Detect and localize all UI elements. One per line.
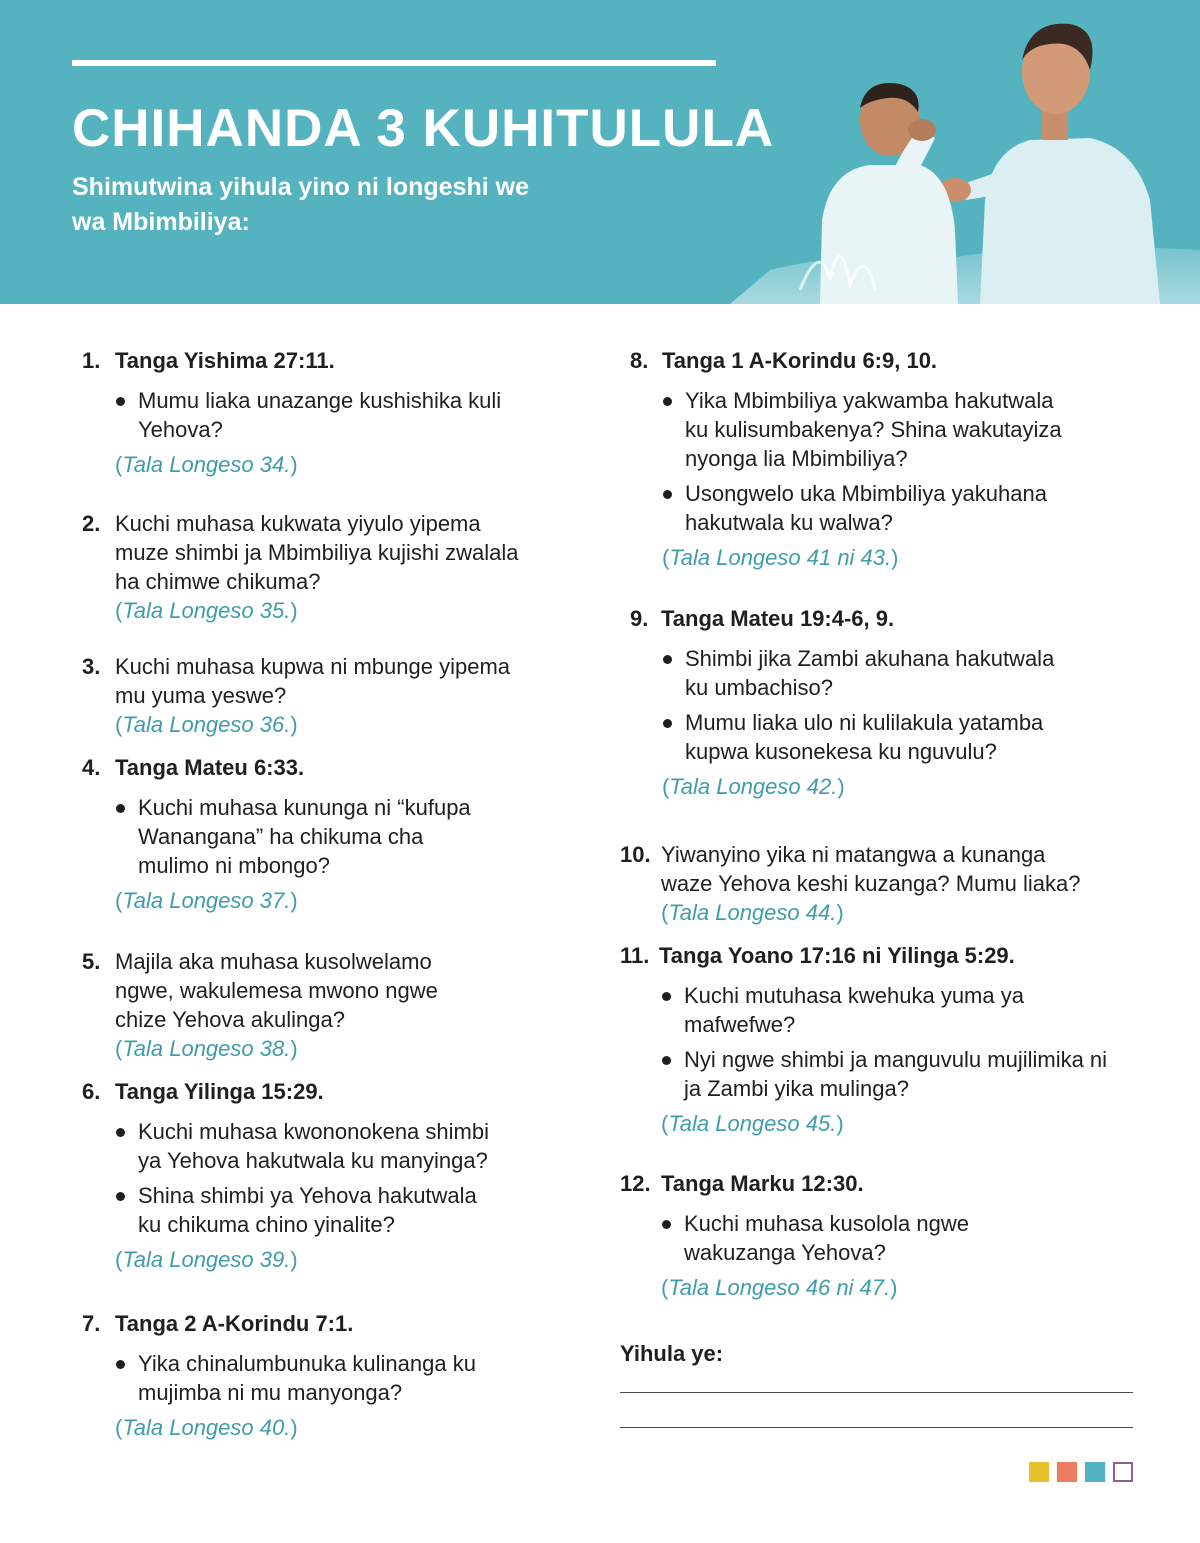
answer-line[interactable] xyxy=(620,1427,1133,1428)
header-rule xyxy=(72,60,716,66)
question-item xyxy=(620,941,1140,1136)
bullet-item: Kuchi muhasa kununga ni “kufupa Wanangana” ha chikuma cha mulimo ni mbongo? xyxy=(115,793,485,880)
answer-line[interactable] xyxy=(620,1392,1133,1393)
question-item xyxy=(620,604,1140,799)
lesson-reference-text: Tala Longeso 44. xyxy=(668,900,837,925)
bullet-list xyxy=(662,386,1082,537)
question-text: Kuchi muhasa kupwa ni mbunge yipema mu yuma yeswe? xyxy=(115,654,511,708)
question-text: Tanga Marku 12:30. xyxy=(661,1171,864,1196)
question-item xyxy=(82,947,522,1061)
lesson-reference: (Tala Longeso 36.) xyxy=(115,712,298,737)
question-text: Majila aka muhasa kusolwelamo ngwe, wakulemesa mwono ngwe chize Yehova akulinga? xyxy=(115,949,438,1032)
bullet-item: Yika chinalumbunuka kulinanga ku mujimba ni mu manyonga? xyxy=(115,1349,485,1407)
bullet-list xyxy=(115,793,485,880)
question-item xyxy=(620,346,1140,570)
lesson-reference-text: Tala Longeso 41 ni 43. xyxy=(669,545,892,570)
lesson-reference-text: Tala Longeso 38. xyxy=(122,1036,291,1061)
yellow-square-icon xyxy=(1029,1462,1049,1482)
question-text: Yiwanyino yika ni matangwa a kunanga waze Yehova keshi kuzanga? Mumu liaka? xyxy=(661,842,1081,896)
question-number: 9. xyxy=(630,606,649,631)
question-text: Tanga Yishima 27:11. xyxy=(115,348,335,373)
lesson-reference: (Tala Longeso 45.) xyxy=(661,1111,844,1136)
bullet-list xyxy=(662,644,1082,766)
question-item xyxy=(82,346,522,477)
answer-label: Yihula ye: xyxy=(620,1341,724,1366)
question-number: 11. xyxy=(620,943,650,968)
question-text: Tanga Yilinga 15:29. xyxy=(115,1079,324,1104)
lesson-reference-text: Tala Longeso 34. xyxy=(122,452,291,477)
question-text: Tanga 2 A-Korindu 7:1. xyxy=(115,1311,354,1336)
lesson-reference: (Tala Longeso 44.) xyxy=(661,900,844,925)
bullet-list xyxy=(115,1349,485,1407)
question-text: Tanga Mateu 6:33. xyxy=(115,755,305,780)
question-number: 8. xyxy=(630,348,649,373)
question-number: 5. xyxy=(82,949,101,974)
questions-left-column xyxy=(82,346,522,1442)
bullet-item: Shina shimbi ya Yehova hakutwala ku chikuma chino yinalite? xyxy=(115,1181,505,1239)
question-number: 7. xyxy=(82,1311,101,1336)
bullet-item: Usongwelo uka Mbimbiliya yakuhana hakutwala ku walwa? xyxy=(662,479,1082,537)
lesson-reference: (Tala Longeso 39.) xyxy=(115,1247,298,1272)
bullet-list xyxy=(115,386,522,444)
question-item xyxy=(82,509,522,623)
question-number: 10. xyxy=(620,842,651,867)
question-text: Tanga Mateu 19:4-6, 9. xyxy=(661,606,895,631)
orange-square-icon xyxy=(1057,1462,1077,1482)
teal-square-icon xyxy=(1085,1462,1105,1482)
lesson-reference: (Tala Longeso 46 ni 47.) xyxy=(661,1275,898,1300)
question-item xyxy=(82,652,522,737)
lesson-reference-text: Tala Longeso 45. xyxy=(668,1111,837,1136)
question-text: Tanga Yoano 17:16 ni Yilinga 5:29. xyxy=(659,943,1015,968)
lesson-reference: (Tala Longeso 34.) xyxy=(115,452,298,477)
lesson-reference: (Tala Longeso 42.) xyxy=(662,774,845,799)
question-number: 1. xyxy=(82,348,101,373)
bullet-item: Shimbi jika Zambi akuhana hakutwala ku umbachiso? xyxy=(662,644,1082,702)
lesson-reference-text: Tala Longeso 42. xyxy=(669,774,838,799)
header-banner xyxy=(0,0,1200,304)
question-number: 3. xyxy=(82,654,101,679)
question-item xyxy=(82,1309,522,1442)
bullet-item: Nyi ngwe shimbi ja manguvulu mujilimika ni ja Zambi yika mulinga? xyxy=(661,1045,1111,1103)
lesson-reference: (Tala Longeso 41 ni 43.) xyxy=(662,545,899,570)
lesson-reference-text: Tala Longeso 40. xyxy=(122,1415,291,1440)
lesson-reference-text: Tala Longeso 37. xyxy=(122,888,291,913)
bullet-item: Kuchi muhasa kusolola ngwe wakuzanga Yehova? xyxy=(661,1209,1061,1267)
question-number: 6. xyxy=(82,1079,101,1104)
bullet-item: Yika Mbimbiliya yakwamba hakutwala ku kulisumbakenya? Shina wakutayiza nyonga lia Mbimbiliya? xyxy=(662,386,1082,473)
lesson-reference-text: Tala Longeso 36. xyxy=(122,712,291,737)
bullet-list xyxy=(661,981,1111,1103)
lesson-reference-text: Tala Longeso 39. xyxy=(122,1247,291,1272)
question-item xyxy=(620,840,1140,925)
lesson-reference: (Tala Longeso 35.) xyxy=(115,598,298,623)
question-number: 12. xyxy=(620,1171,651,1196)
lesson-reference-text: Tala Longeso 35. xyxy=(122,598,291,623)
bullet-list xyxy=(115,1117,505,1239)
lesson-reference: (Tala Longeso 37.) xyxy=(115,888,298,913)
bullet-item: Mumu liaka unazange kushishika kuli Yehova? xyxy=(115,386,522,444)
question-item xyxy=(82,753,522,913)
bullet-item: Mumu liaka ulo ni kulilakula yatamba kupwa kusonekesa ku nguvulu? xyxy=(662,708,1082,766)
question-item xyxy=(82,1077,522,1272)
questions-right-column xyxy=(620,346,1140,1302)
bullet-item: Kuchi muhasa kwononokena shimbi ya Yehova hakutwala ku manyinga? xyxy=(115,1117,505,1175)
bullet-item: Kuchi mutuhasa kwehuka yuma ya mafwefwe? xyxy=(661,981,1111,1039)
purple-outline-square-icon xyxy=(1113,1462,1133,1482)
lesson-reference: (Tala Longeso 40.) xyxy=(115,1415,298,1440)
page-title: CHIHANDA 3 KUHITULULA xyxy=(72,99,775,158)
lesson-reference-text: Tala Longeso 46 ni 47. xyxy=(668,1275,891,1300)
question-text: Kuchi muhasa kukwata yiyulo yipema muze shimbi ja Mbimbiliya kujishi zwalala ha chimwe chikuma? xyxy=(115,511,519,594)
baptism-illustration xyxy=(730,0,1200,304)
question-number: 2. xyxy=(82,511,101,536)
question-item xyxy=(620,1169,1140,1302)
page-subtitle: Shimutwina yihula yino ni longeshi we wa Mbimbiliya: xyxy=(72,173,529,236)
question-text: Tanga 1 A-Korindu 6:9, 10. xyxy=(662,348,938,373)
lesson-reference: (Tala Longeso 38.) xyxy=(115,1036,298,1061)
question-number: 4. xyxy=(82,755,101,780)
bullet-list xyxy=(661,1209,1061,1267)
